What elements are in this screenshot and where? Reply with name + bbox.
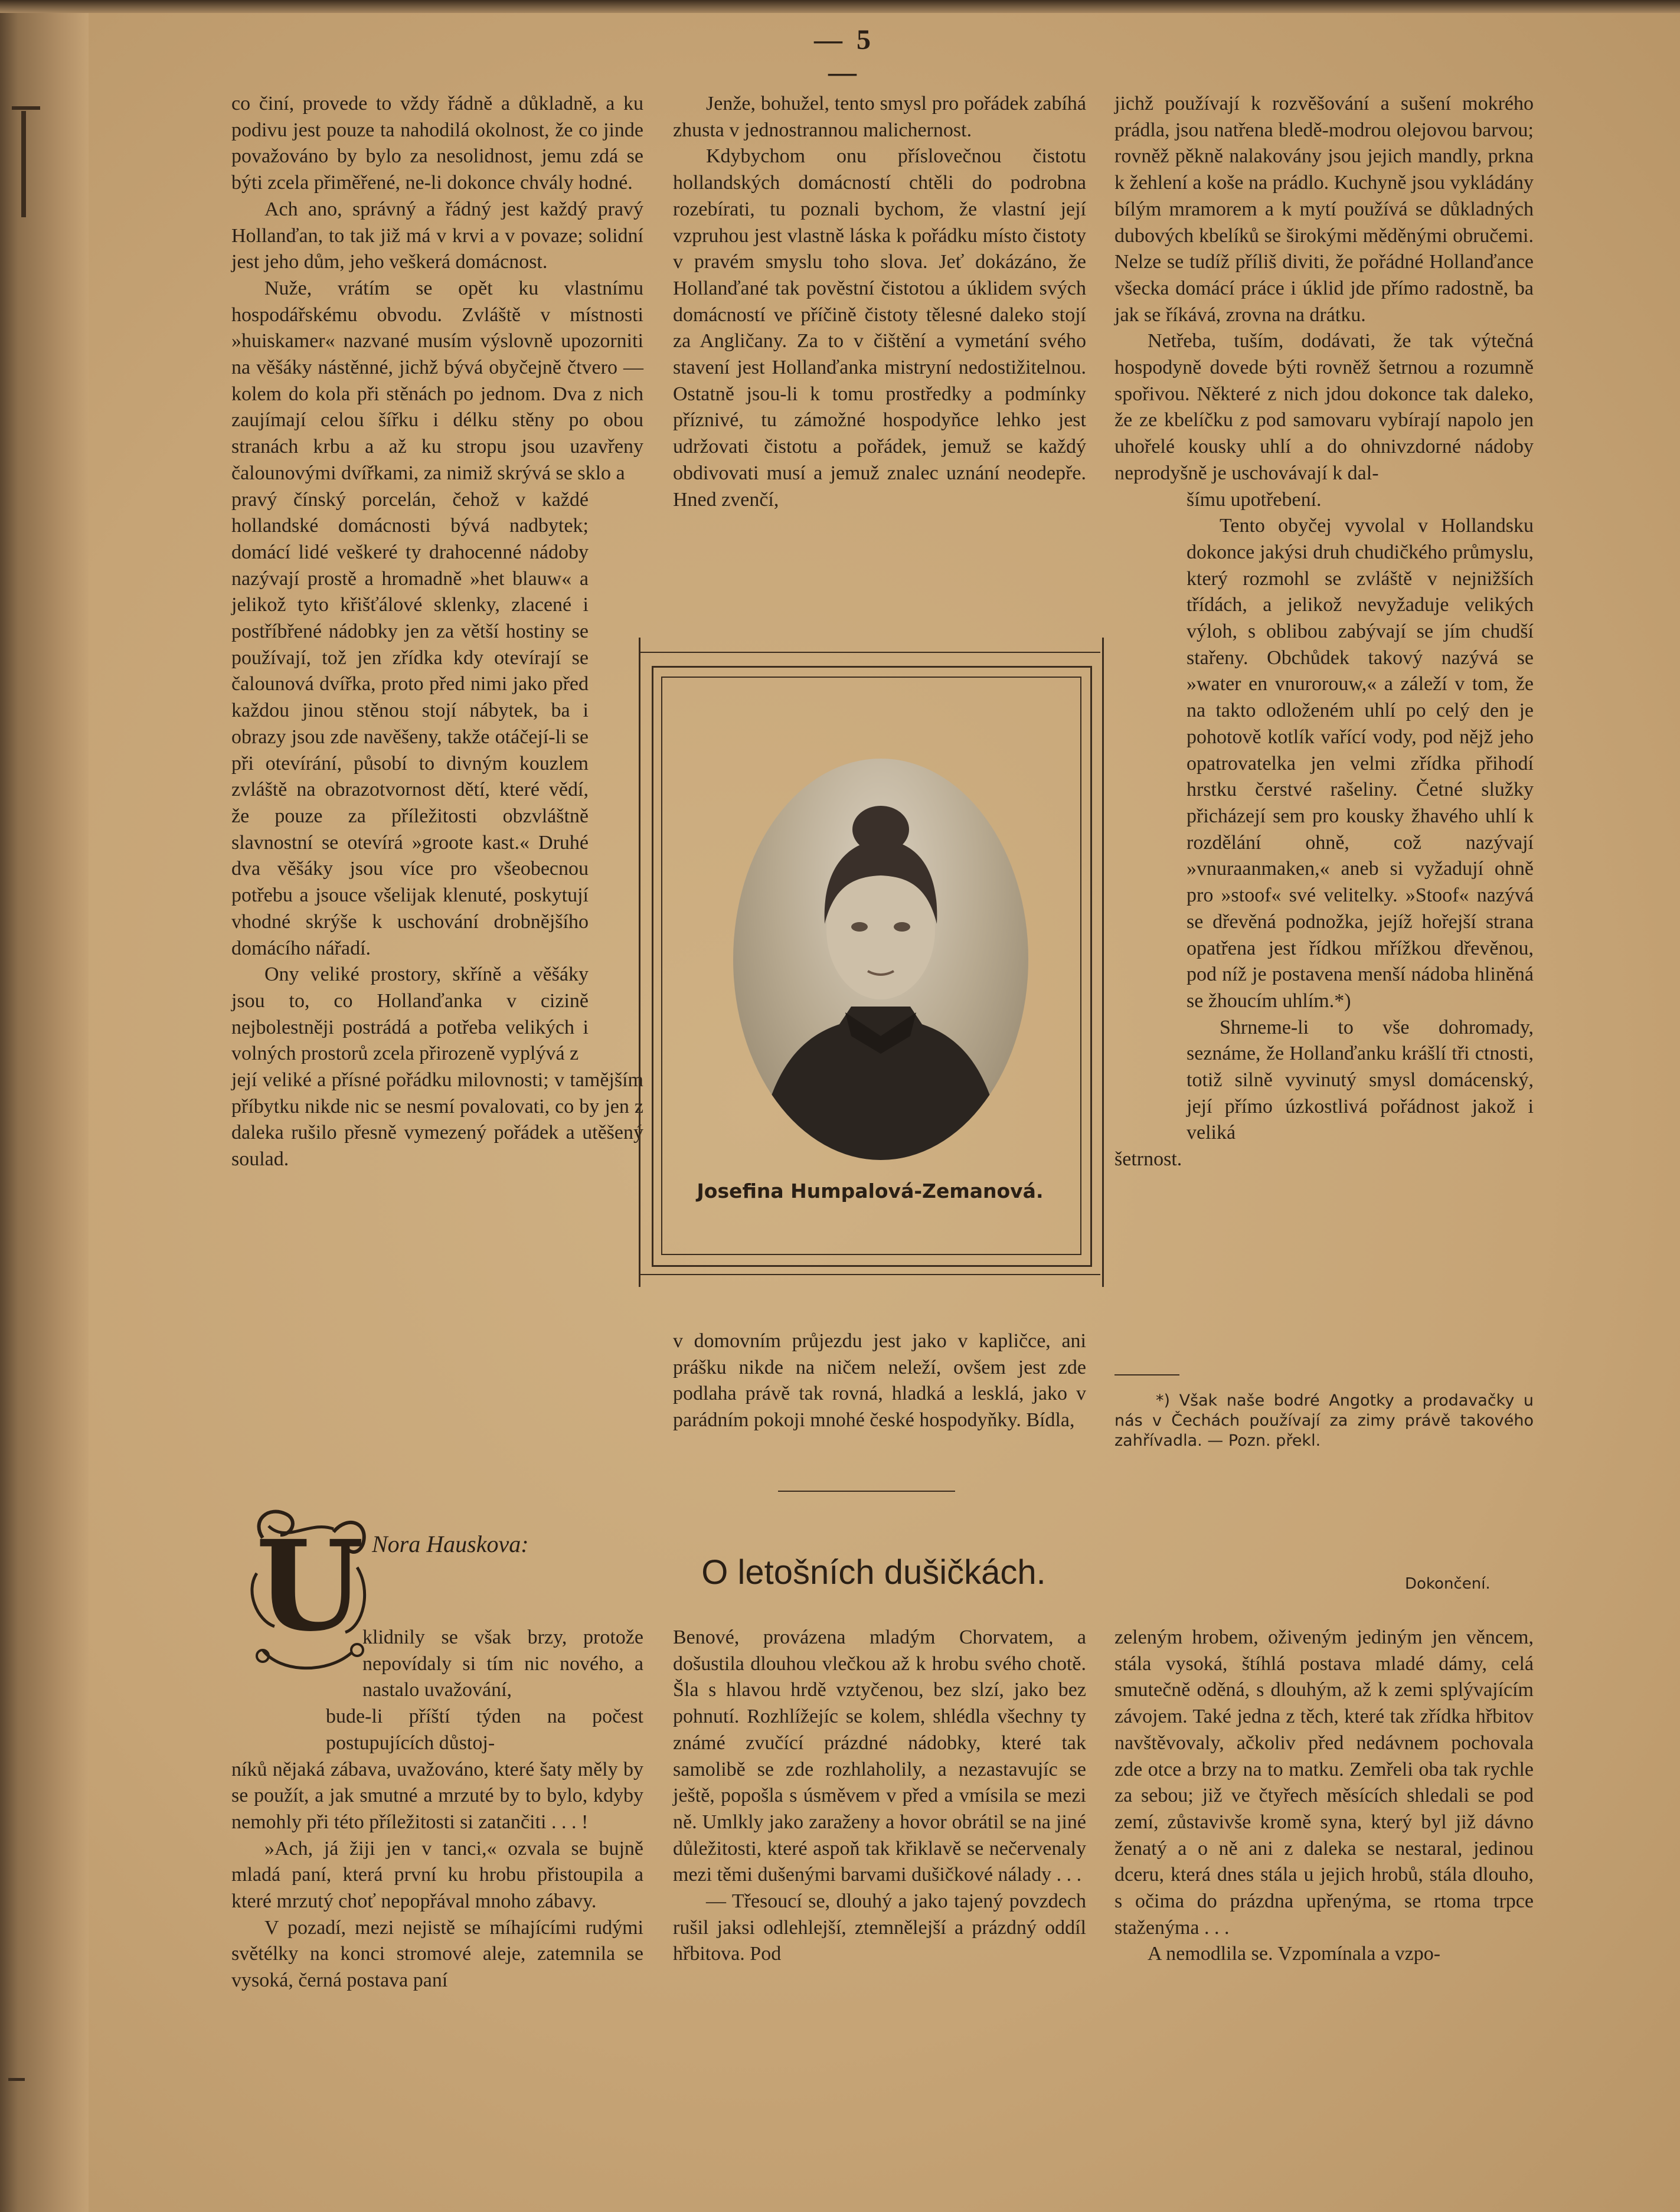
paragraph: — Třesoucí se, dlouhý a jako tajený povzdech rušil jaksi odlehlejší, ztemnělejší a prázdný oddíl hřbitova. Pod <box>673 1890 1086 1965</box>
paragraph: klidnily se však brzy, protože nepovídaly si tím nic nového, a nastalo uvažování, <box>362 1626 643 1701</box>
paragraph-wrap: šímu upotřebení. <box>1187 488 1322 511</box>
article1-column-left <box>231 91 643 1173</box>
paragraph-wrap: pravý čínský porcelán, čehož v každé hollandské domácnosti bývá nadbytek; domácí lidé veškeré ty drahocenné nádoby nazývají prostě a hromadně »het blauw« a jelikož tyto křišťálové sklenky, zlacené i postříbřené nádobky jen za větší hostiny se používají, tož jen zřídka kdy otevírají se čalounová dvířka, proto před nimi jako před každou jinou stěnou stojí nábytek, ba i obrazy jsou zde navěšeny, takže otáčejí-li se při otevírání, působí to divným kouzlem zvláště na obrazotvornost dětí, které vědí, že pouze za příležitosti obzvláštně slavnostní se otevírá »groote kast.« Druhé dva věšáky jsou více pro všeobecnou potřebu a jsouce všelijak klenuté, poskytují vhodné skrýše k uschování drobnějšího domácího nářadí. <box>231 488 589 959</box>
paragraph: »Ach, já žiji jen v tanci,« ozvala se bujně mladá paní, která první ku hrobu přistoupila a které mrzutý choť nepopřával mnoho zábavy. <box>231 1837 643 1913</box>
paragraph: Netřeba, tuším, dodávati, že tak výtečná hospodyně dovede býti rovněž šetrnou a rozumně spořivou. Některé z nich jdou dokonce tak daleko, že ze kbelíčku z pod samovaru vybírají napolo jen uhořelé kousky uhlí a do ohnivzdorné nádoby neprodyšně je uschovávají k dal- <box>1114 330 1534 484</box>
paragraph: V pozadí, mezi nejistě se míhajícími rudými světélky na konci stromové aleje, zatemnila se vysoká, černá postava paní <box>231 1916 643 1992</box>
scan-mark <box>8 2078 25 2081</box>
page-number: — 5 — <box>814 24 874 88</box>
frame-line <box>639 652 1100 653</box>
scan-mark <box>21 111 26 217</box>
article-continuation-note: Dokončení. <box>1405 1575 1491 1593</box>
scan-mark <box>12 106 40 110</box>
article-author: Nora Hauskova: <box>372 1531 529 1557</box>
article2-column-left <box>231 1625 643 1994</box>
paragraph-wrap: Ony veliké prostory, skříně a věšáky jsou to, co Hollanďanka v cizině nejbolestněji postrádá a potřeba velikých i volných prostorů zcela přirozeně vyplývá z <box>231 963 589 1065</box>
article1-column-right <box>1114 91 1534 1173</box>
article-title: O letošních dušičkách. <box>701 1553 1046 1592</box>
article2-column-right <box>1114 1625 1534 1968</box>
paragraph: A nemodlila se. Vzpomínala a vzpo- <box>1148 1943 1441 1965</box>
paragraph: co činí, provede to vždy řádně a důkladně, a ku podivu jest pouze ta nahodilá okolnost, že co jinde považováno by bylo za nesolidnost, jemu zdá se býti zcela přiměřené, ne-li dokonce chvály hodné. <box>231 93 643 194</box>
article1-column-middle <box>673 91 1086 513</box>
article2-column-middle <box>673 1625 1086 1968</box>
footnote-rule <box>1114 1374 1179 1375</box>
scan-top-edge <box>0 0 1680 13</box>
footnote <box>1114 1391 1534 1451</box>
paragraph: Benové, provázena mladým Chorvatem, a došustila dlouhou vlečkou až k hrobu svého chotě. Šla s hlavou hrdě vztyčenou, bez slzí, jako bez pohnutí. Rozhlížejíc se kolem, shlédla všechny ty známé zvučící prázdné nádobky, které tak samolibě se zde rozhlaholily, a nezastavujíc se ještě, popošla s úsměvem v před a vmísila se mezi ně. Umlkly jako zaraženy a hovor obrátil se na jiné důležitosti, které aspoň tak křiklavě se nečervenaly mezi těmi dušenými barvami dušičkové nálady . . . <box>673 1626 1086 1886</box>
paragraph-wrap: Shrneme-li to vše dohromady, seznáme, že Hollanďanku krášlí tři ctnosti, totiž silně vyvinutý smysl domácenský, její přímo úzkostlivá pořádnost jakož i veliká <box>1187 1016 1534 1144</box>
paragraph: níků nějaká zábava, uvažováno, které šaty měly by se použít, a jak smutné a mrzuté by to bylo, kdyby nemohly při této příležitosti si zatančiti . . . ! <box>231 1758 643 1833</box>
paragraph: jichž používají k rozvěšování a sušení mokrého prádla, jsou natřena bledě-modrou olejovou barvou; rovněž pěkně nalakovány jsou jejich mandly, prkna k žehlení a koše na prádlo. Kuchyně jsou vykládány bílým mramorem a k mytí používá se důkladných dubových kbelíků se širokými měděnými obručemi. Nelze se tudíž příliš diviti, že pořádné Hollanďance všecka domácí práce i úklid jde přímo radostně, ba jak se říkává, zrovna na drátku. <box>1114 93 1534 326</box>
scan-binding-edge <box>0 0 89 2212</box>
paragraph: zeleným hrobem, oživeným jediným jen věncem, stála vysoká, štíhlá postava mladé dámy, celá smutečně oděná, s dlouhým, až k zemi splývajícím závojem. Také jedna z těch, které tak zřídka hřbitov navštěvovaly, ačkoliv před nedávnem pochovala zde otce a brzy na to matku. Zemřeli oba tak rychle za sebou; již ve čtyřech měsících shledali se pod zemí, zůstavivše kromě syna, který byl již dávno ženatý a o ně ani z daleka se nestaral, jedinou dceru, která dnes stála u jejich hrobů, stála dlouho, s očima do prázdna upřenýma, se rtoma trpce staženýma . . . <box>1114 1626 1534 1939</box>
paragraph: v domovním průjezdu jest jako v kapličce, ani prášku nikde na ničem neleží, ovšem jest zde podlaha právě tak rovná, hladká a lesklá, jako v parádním pokoji mnohé české hospodyňky. Bídla, <box>673 1330 1086 1432</box>
paragraph: Nuže, vrátím se opět ku vlastnímu hospodářskému obvodu. Zvláště v místnosti »huiskamer« nazvané musím výslovně upozorniti na věšáky nástěnné, jichž bývá obyčejně čtvero — kolem do kola při stěnách po jednom. Dva z nich zaujímají celou šířku i délku stěny po obou stranách krbu a až ku stropu jsou uzavřeny čalounovými dvířkami, za nimiž skrývá se sklo a <box>231 277 643 484</box>
paragraph: šetrnost. <box>1114 1148 1182 1171</box>
dropcap-letter: U <box>256 1513 364 1659</box>
footnote-text: *) Však naše bodré Angotky a prodavačky u nás v Čechách používají za zimy právě takového zahřívadla. — Pozn. překl. <box>1114 1391 1534 1450</box>
paragraph: Jenže, bohužel, tento smysl pro pořádek zabíhá zhusta v jednostrannou malichernost. <box>673 93 1086 141</box>
paragraph: bude-li příští týden na počest postupujících důstoj- <box>326 1705 643 1754</box>
paragraph: její veliké a přísné pořádku milovnosti; v tamějším příbytku nikde nic se nesmí povalovati, co by jen z daleka rušilo přesně vymezený pořádek a utěšený soulad. <box>231 1069 643 1171</box>
portrait-figure <box>733 759 1028 1160</box>
paragraph-wrap: Tento obyčej vyvolal v Hollandsku dokonce jakýsi druh chudičkého průmyslu, který rozmohl se zvláště v nejnižších třídách, a jelikož nevyžaduje velikých výloh, s oblibou zabývají se jím chudší stařeny. Obchůdek takový nazývá se »water en vnurorouw,« a záleží v tom, že na takto odloženém uhlí po celý den je pohotově kotlík vařící vody, pod nějž jeho opatrovatelka jen velmi zřídka přihodí hrstku čerstvé rašeliny. Četné služky přicházejí sem pro kousky žhavého uhlí k rozdělání ohně, což nazývají »vnuraanmaken,« aneb si vyžadují ohně pro »stoof« své velitelky. »Stoof« nazývá se dřevěná podnožka, jejíž hořejší strana opatřena jest řídkou mřížkou dřevěnou, pod níž je postavena menší nádoba hliněná se žhoucím uhlím.*) <box>1187 515 1534 1012</box>
paragraph: Kdybychom onu příslovečnou čistotu hollandských domácností chtěli do podrobna rozebírati, tu poznali bychom, že vlastní její vzpruhou jest vlastně láska k pořádku místo čistoty v pravém smyslu toho slova. Jeť dokázáno, že Hollanďané tak pověstní čistotou a úklidem svých domácností ve příčině čistoty tělesné daleko stojí za Angličany. Za to v čištění a vymetání svého stavení jest Hollanďanka mistryní nedostižitelnou. Ostatně jsou-li k tomu prostředky a podmínky příznivé, tu zámožné hospodyňce lehko jest udržovati čistotu a pořádek, jemuž se každý obdivovati musí a jemuž znalec uznání neodepře. Hned zvenčí, <box>673 145 1086 511</box>
paragraph: Ach ano, správný a řádný jest každý pravý Hollanďan, to tak již má v krvi a v povaze; solidní jest jeho dům, jeho veškerá domácnost. <box>231 198 643 273</box>
article-separator <box>778 1491 955 1492</box>
portrait-photo <box>733 759 1028 1160</box>
article1-column-middle-bottom <box>673 1328 1086 1434</box>
frame-line <box>639 1274 1100 1275</box>
photo-caption: Josefina Humpalová-Zemanová. <box>697 1179 1044 1203</box>
